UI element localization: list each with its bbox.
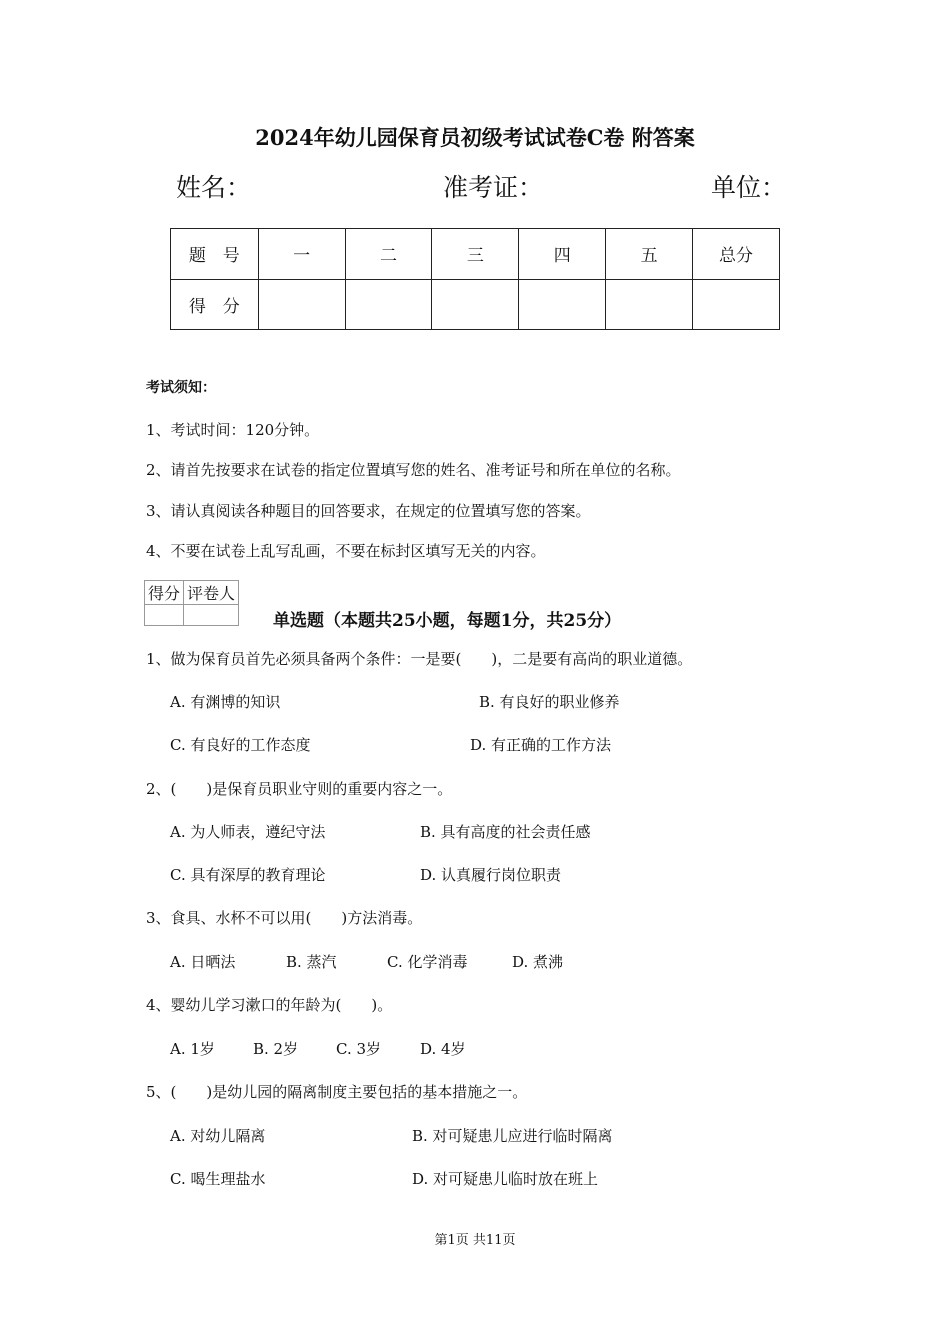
score-blank-cell[interactable] (432, 279, 519, 330)
score-table-cell: 题 号 (171, 229, 259, 280)
grader-reviewer-blank[interactable] (184, 605, 239, 626)
question-stem: 1、做为保育员首先必须具备两个条件：一是要( )，二是要有高尚的职业道德。 (146, 650, 693, 668)
option-b: B. 有良好的职业修养 (479, 693, 620, 711)
option-d: D. 对可疑患儿临时放在班上 (412, 1170, 599, 1188)
option-a: A. 对幼儿隔离 (170, 1127, 266, 1145)
option-d: D. 4岁 (420, 1040, 466, 1058)
page-footer: 第1页 共11页 (434, 1233, 516, 1248)
option-a: A. 1岁 (170, 1040, 215, 1058)
score-blank-cell[interactable] (519, 279, 606, 330)
option-d: D. 有正确的工作方法 (470, 736, 612, 754)
grader-score-blank[interactable] (145, 605, 184, 626)
unit-label: 单位： (711, 173, 787, 202)
option-b: B. 对可疑患儿应进行临时隔离 (412, 1127, 613, 1145)
option-a: A. 日晒法 (170, 953, 236, 971)
score-blank-cell[interactable] (693, 279, 780, 330)
score-table-header-row (171, 229, 780, 280)
option-c: C. 喝生理盐水 (170, 1170, 266, 1188)
grader-score-label: 得分 (145, 581, 184, 605)
score-table-cell: 二 (345, 229, 432, 280)
option-b: B. 蒸汽 (286, 953, 337, 971)
question-stem: 5、( )是幼儿园的隔离制度主要包括的基本措施之一。 (146, 1083, 528, 1101)
score-table-score-row (171, 279, 780, 330)
name-label: 姓名： (176, 173, 252, 202)
score-table (170, 228, 780, 330)
question-stem: 4、婴幼儿学习漱口的年龄为( )。 (146, 996, 393, 1014)
option-a: A. 有渊博的知识 (170, 693, 281, 711)
option-c: C. 3岁 (336, 1040, 382, 1058)
option-b: B. 2岁 (253, 1040, 299, 1058)
option-b: B. 具有高度的社会责任感 (420, 823, 591, 841)
notice-item: 3、请认真阅读各种题目的回答要求，在规定的位置填写您的答案。 (146, 502, 591, 520)
score-table-cell: 四 (519, 229, 606, 280)
option-d: D. 认真履行岗位职责 (420, 866, 562, 884)
section-title: 单选题（本题共25小题，每题1分，共25分） (273, 611, 622, 631)
option-a: A. 为人师表，遵纪守法 (170, 823, 326, 841)
score-table-cell: 总分 (693, 229, 780, 280)
notice-heading: 考试须知： (146, 380, 216, 396)
score-blank-cell[interactable] (345, 279, 432, 330)
score-blank-cell[interactable] (606, 279, 693, 330)
option-c: C. 化学消毒 (387, 953, 468, 971)
page-title: 2024年幼儿园保育员初级考试试卷C卷 附答案 (255, 125, 695, 150)
score-table-cell: 五 (606, 229, 693, 280)
score-blank-cell[interactable] (258, 279, 345, 330)
grader-table (144, 580, 239, 626)
notice-item: 1、考试时间：120分钟。 (146, 421, 320, 439)
option-c: C. 具有深厚的教育理论 (170, 866, 326, 884)
question-stem: 3、食具、水杯不可以用( )方法消毒。 (146, 909, 423, 927)
option-d: D. 煮沸 (512, 953, 564, 971)
grader-reviewer-label: 评卷人 (184, 581, 239, 605)
exam-number-label: 准考证： (443, 173, 544, 202)
option-c: C. 有良好的工作态度 (170, 736, 311, 754)
notice-item: 2、请首先按要求在试卷的指定位置填写您的姓名、准考证号和所在单位的名称。 (146, 461, 681, 479)
score-table-cell: 三 (432, 229, 519, 280)
notice-item: 4、不要在试卷上乱写乱画，不要在标封区填写无关的内容。 (146, 542, 546, 560)
score-table-cell: 一 (258, 229, 345, 280)
score-table-cell: 得 分 (171, 279, 259, 330)
question-stem: 2、( )是保育员职业守则的重要内容之一。 (146, 780, 453, 798)
